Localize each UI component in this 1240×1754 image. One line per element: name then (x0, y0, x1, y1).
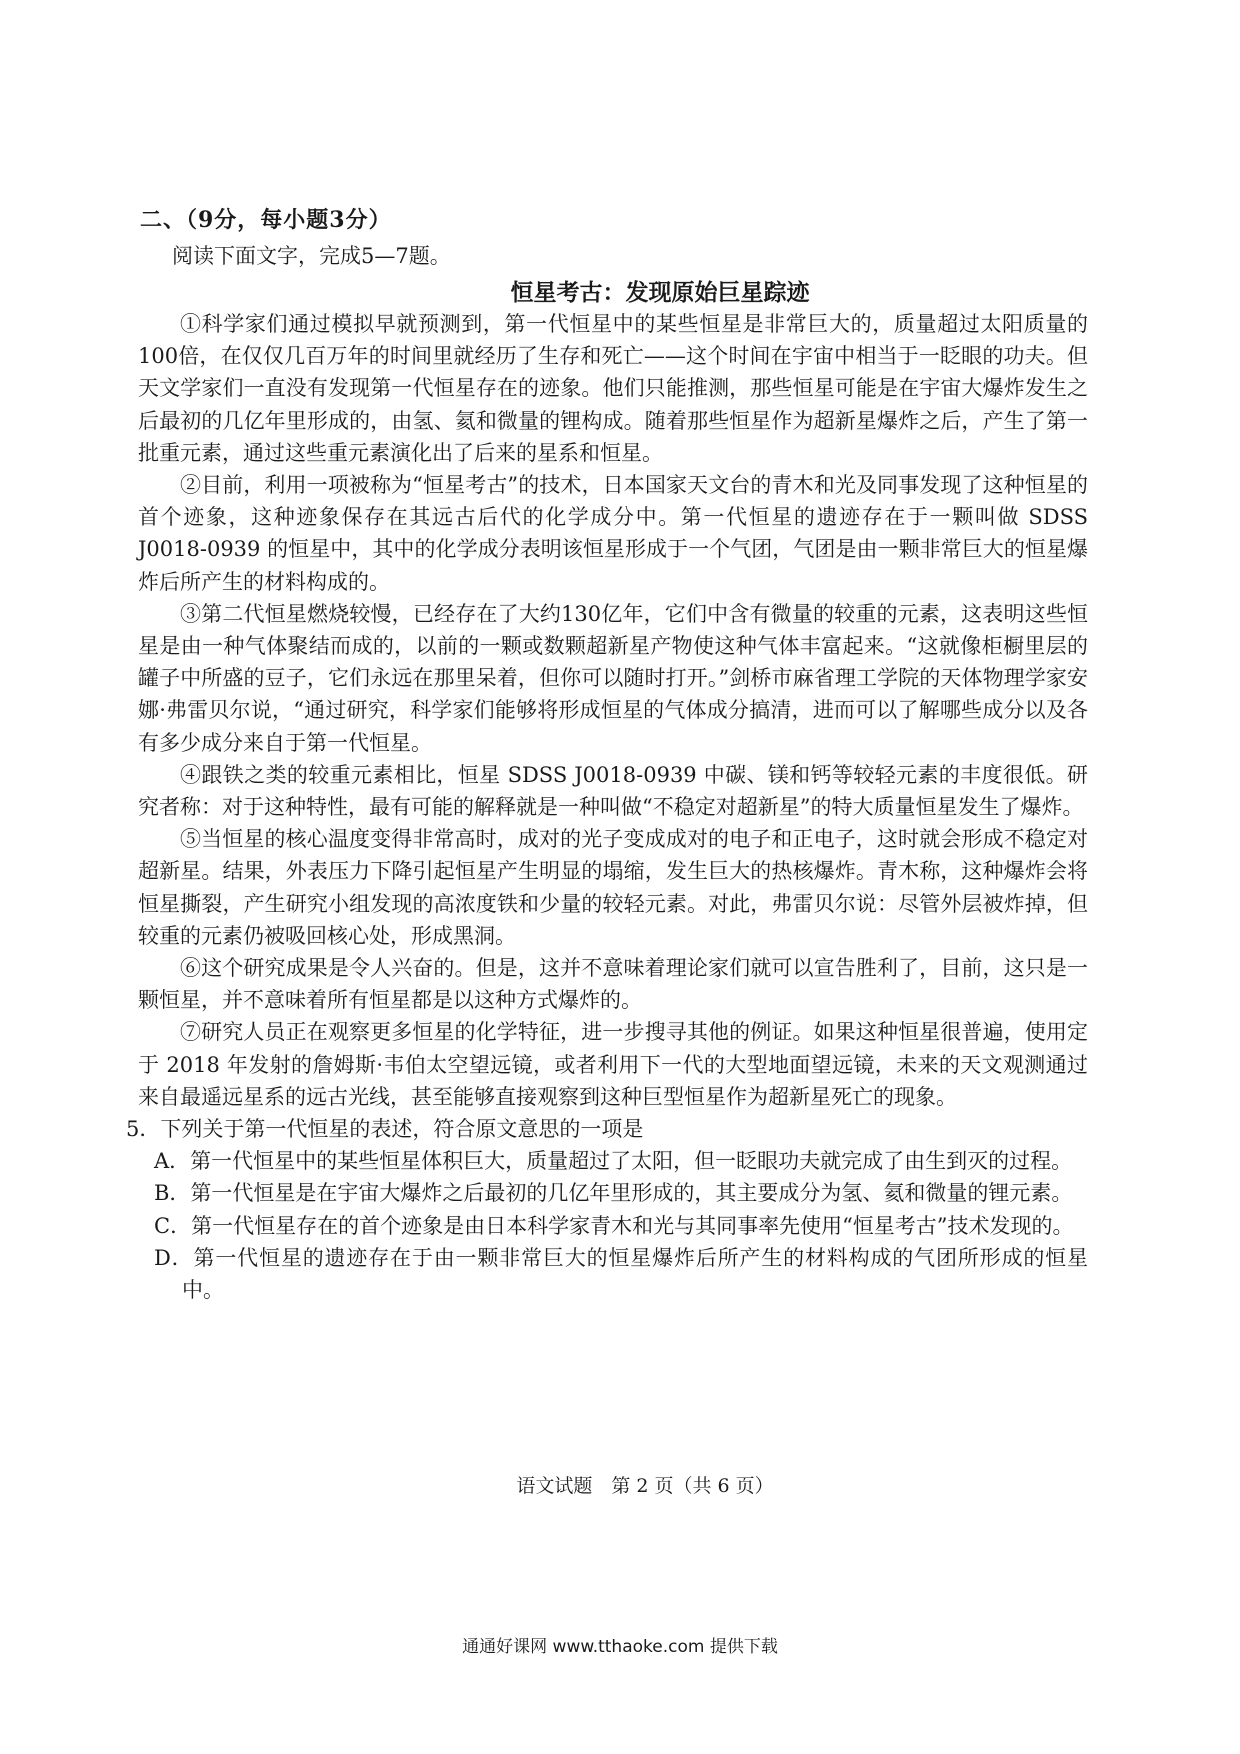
question-5-option-a: A．第一代恒星中的某些恒星体积巨大，质量超过了太阳，但一眨眼功夫就完成了由生到灭的过程。 (154, 1149, 1073, 1174)
page-footer: 语文试题 第 2 页（共 6 页） (516, 1475, 774, 1497)
paragraph-6: ⑥这个研究成果是令人兴奋的。但是，这并不意味着理论家们就可以宣告胜利了，目前，这只是一颗恒星，并不意味着所有恒星都是以这种方式爆炸的。 (138, 956, 1088, 1013)
paragraph-5: ⑤当恒星的核心温度变得非常高时，成对的光子变成成对的电子和正电子，这时就会形成不稳定对超新星。结果，外表压力下降引起恒星产生明显的塌缩，发生巨大的热核爆炸。青木称，这种爆炸会将恒星撕裂，产生研究小组发现的高浓度铁和少量的较轻元素。对此，弗雷贝尔说：尽管外层被炸掉，但较重的元素仍被吸回核心处，形成黑洞。 (138, 827, 1088, 948)
paragraph-7: ⑦研究人员正在观察更多恒星的化学特征，进一步搜寻其他的例证。如果这种恒星很普遍，使用定于 2018 年发射的詹姆斯·韦伯太空望远镜，或者利用下一代的大型地面望远镜，未来的天文观测通过来自最遥远星系的远古光线，甚至能够直接观察到这种巨型恒星作为超新星死亡的现象。 (138, 1020, 1088, 1109)
paragraph-2: ②目前，利用一项被称为“恒星考古”的技术，日本国家天文台的青木和光及同事发现了这种恒星的首个迹象，这种迹象保存在其远古后代的化学成分中。第一代恒星的遗迹存在于一颗叫做 SDSS J0018-0939 的恒星中，其中的化学成分表明该恒星形成于一个气团，气团是由一颗非常巨大的恒星爆炸后所产生的材料构成的。 (138, 473, 1088, 594)
article-body (126, 308, 1088, 1306)
article-title: 恒星考古：发现原始巨星踪迹 (510, 279, 810, 306)
paragraph-1: ①科学家们通过模拟早就预测到，第一代恒星中的某些恒星是非常巨大的，质量超过太阳质量的100倍，在仅仅几百万年的时间里就经历了生存和死亡——这个时间在宇宙中相当于一眨眼的功夫。但天文学家们一直没有发现第一代恒星存在的迹象。他们只能推测，那些恒星可能是在宇宙大爆炸发生之后最初的几亿年里形成的，由氢、氦和微量的锂构成。随着那些恒星作为超新星爆炸之后，产生了第一批重元素，通过这些重元素演化出了后来的星系和恒星。 (138, 312, 1088, 465)
question-5-option-d: D．第一代恒星的遗迹存在于由一颗非常巨大的恒星爆炸后所产生的材料构成的气团所形成的恒星中。 (154, 1245, 1088, 1303)
section-header: 二、（9分，每小题3分） (140, 207, 392, 233)
download-watermark: 通通好课网 www.tthaoke.com 提供下载 (462, 1637, 778, 1657)
paragraph-3: ③第二代恒星燃烧较慢，已经存在了大约130亿年，它们中含有微量的较重的元素，这表明这些恒星是由一种气体聚结而成的，以前的一颗或数颗超新星产物使这种气体丰富起来。“这就像柜橱里层的罐子中所盛的豆子，它们永远在那里呆着，但你可以随时打开。”剑桥市麻省理工学院的天体物理学家安娜·弗雷贝尔说，“通过研究，科学家们能够将形成恒星的气体成分搞清，进而可以了解哪些成分以及各有多少成分来自于第一代恒星。 (138, 601, 1088, 755)
question-5-option-b: B．第一代恒星是在宇宙大爆炸之后最初的几亿年里形成的，其主要成分为氢、氦和微量的锂元素。 (154, 1181, 1073, 1206)
question-5-option-c: C．第一代恒星存在的首个迹象是由日本科学家青木和光与其同事率先使用“恒星考古”技术发现的。 (154, 1213, 1074, 1238)
section-instruction: 阅读下面文字，完成5—7题。 (172, 244, 451, 268)
paragraph-4: ④跟铁之类的较重元素相比，恒星 SDSS J0018-0939 中碳、镁和钙等较轻元素的丰度很低。研究者称：对于这种特性，最有可能的解释就是一种叫做“不稳定对超新星”的特大质量恒星发生了爆炸。 (138, 762, 1088, 820)
question-5-stem: 5．下列关于第一代恒星的表述，符合原文意思的一项是 (126, 1117, 644, 1142)
